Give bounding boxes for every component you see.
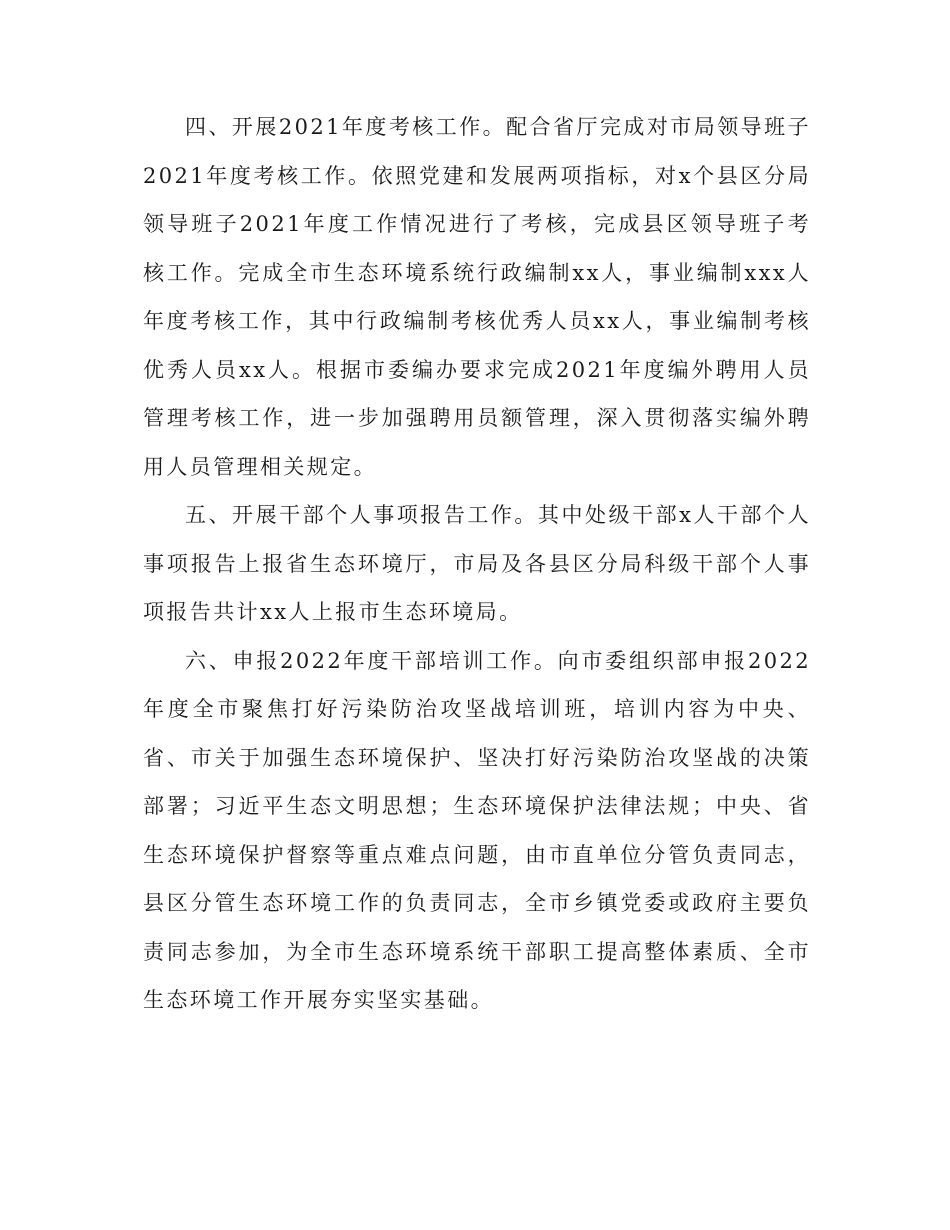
paragraph-training-application: 六、申报2022年度干部培训工作。向市委组织部申报2022年度全市聚焦打好污染防治攻坚战培训班，培训内容为中央、省、市关于加强生态环境保护、坚决打好污染防治攻坚战的决策部署；习近平生态文明思想；生态环境保护法律法规；中央、省生态环境保护督察等重点难点问题，由市直单位分管负责同志，县区分管生态环境工作的负责同志，全市乡镇党委或政府主要负责同志参加，为全市生态环境系统干部职工提高整体素质、全市生态环境工作开展夯实坚实基础。: [143, 648, 811, 1012]
paragraph-assessment-work: 四、开展2021年度考核工作。配合省厅完成对市局领导班子2021年度考核工作。依照党建和发展两项指标，对x个县区分局领导班子2021年度工作情况进行了考核，完成县区领导班子考核工作。完成全市生态环境系统行政编制xx人，事业编制xxx人年度考核工作，其中行政编制考核优秀人员xx人，事业编制考核优秀人员xx人。根据市委编办要求完成2021年度编外聘用人员管理考核工作，进一步加强聘用员额管理，深入贯彻落实编外聘用人员管理相关规定。: [143, 115, 811, 479]
paragraph-personal-matters-report: 五、开展干部个人事项报告工作。其中处级干部x人干部个人事项报告上报省生态环境厅，市局及各县区分局科级干部个人事项报告共计xx人上报市生态环境局。: [143, 503, 811, 624]
document-body: [143, 103, 811, 1025]
